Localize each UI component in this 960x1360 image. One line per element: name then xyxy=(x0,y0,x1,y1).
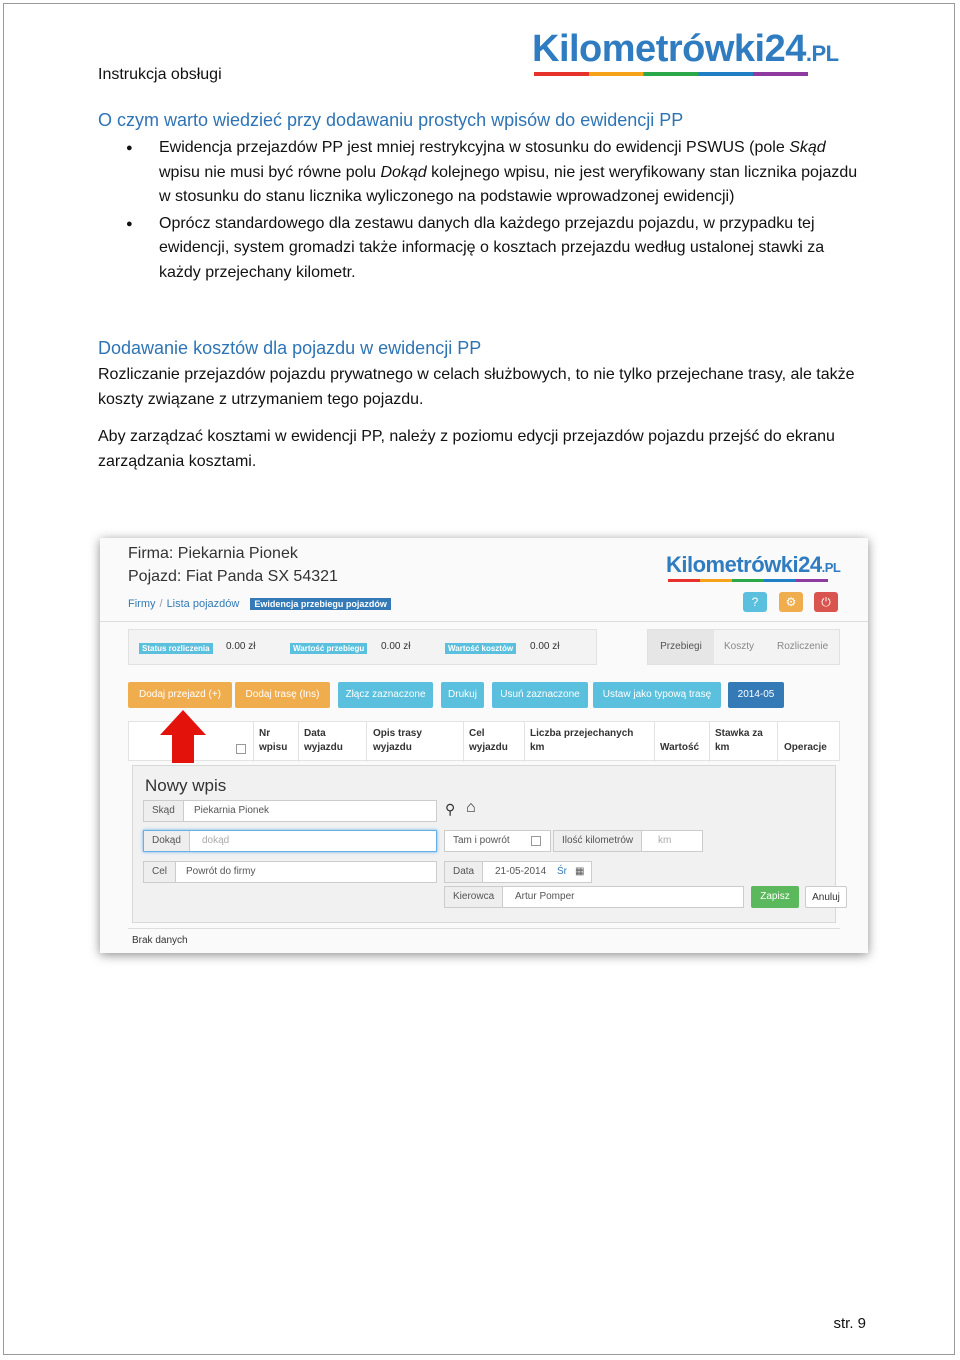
breadcrumb-current: Ewidencja przebiegu pojazdów xyxy=(250,598,391,610)
red-arrow-head xyxy=(160,710,206,735)
app-logo-number: 24 xyxy=(798,552,822,577)
new-entry-form xyxy=(132,765,840,923)
goal-label: Cel xyxy=(144,862,176,882)
add-trip-button[interactable]: Dodaj przejazd (+) xyxy=(128,682,232,708)
column-goal: Cel wyjazdu xyxy=(469,728,508,753)
bullet-1-field-dokad: Dokąd xyxy=(380,163,427,181)
to-field[interactable] xyxy=(143,830,437,852)
vehicle-name: Pojazd: Fiat Panda SX 54321 xyxy=(128,568,338,585)
tabs xyxy=(647,629,840,665)
column-route: Opis trasy wyjazdu xyxy=(373,728,422,753)
set-typical-route-button[interactable]: Ustaw jako typową trasę xyxy=(593,682,721,708)
status-costs-label: Wartość kosztów xyxy=(445,643,516,654)
status-bar xyxy=(128,629,597,665)
goal-value: Powrót do firmy xyxy=(186,866,256,877)
app-logo-main: Kilometrówki xyxy=(666,552,799,577)
column-operations: Operacje xyxy=(784,742,827,753)
add-route-button[interactable]: Dodaj trasę (Ins) xyxy=(235,682,330,708)
bullet-1-text-a: Ewidencja przejazdów PP jest mniej restrykcyjna w stosunku do ewidencji PSWUS (pole xyxy=(159,139,790,156)
column-nr: Nr wpisu xyxy=(259,728,288,753)
weekday-value: Śr xyxy=(557,866,567,877)
map-marker-icon[interactable]: ⚲ xyxy=(445,801,456,817)
status-settlement-value: 0.00 zł xyxy=(226,641,256,652)
cancel-button[interactable]: Anuluj xyxy=(805,886,847,908)
date-label: Data xyxy=(445,862,483,882)
logo-color-bar xyxy=(534,72,808,76)
tab-koszty[interactable]: Koszty xyxy=(724,641,755,652)
km-label: Ilość kilometrów xyxy=(554,831,642,851)
bullet-1-field-skad: Skąd xyxy=(789,139,826,156)
status-settlement-label: Status rozliczenia xyxy=(139,643,213,654)
to-placeholder: dokąd xyxy=(202,835,230,846)
bullet-item-2: ● Oprócz standardowego dla zestawu danych dla każdego przejazdu pojazdu, w przypadku tej ewidencji, system gromadzi także informację o kosztach przejazdu według ustalonej stawki za każdy przejechany kilometr. xyxy=(98,212,868,286)
logo xyxy=(532,28,839,71)
status-mileage-value: 0.00 zł xyxy=(381,641,411,652)
bullet-item-1 xyxy=(98,136,868,210)
month-button[interactable]: 2014-05 xyxy=(728,682,784,708)
bullet-list xyxy=(98,136,868,287)
from-value: Piekarnia Pionek xyxy=(194,805,270,816)
driver-value: Artur Pomper xyxy=(515,891,575,902)
paragraph-1: Rozliczanie przejazdów pojazdu prywatnego w celach służbowych, to nie tylko przejechane trasy, ale także koszty związane z utrzymaniem tego pojazdu. xyxy=(98,366,855,408)
calendar-icon[interactable]: ▦ xyxy=(575,866,585,877)
document-header-label: Instrukcja obsługi xyxy=(98,66,222,83)
select-all-checkbox[interactable] xyxy=(236,744,246,754)
column-value: Wartość xyxy=(660,742,700,753)
status-mileage-label: Wartość przebiegu xyxy=(290,643,367,654)
bullet-1-text-c: wpisu nie musi być równe polu xyxy=(159,163,381,181)
section-title-2: Dodawanie kosztów dla pojazdu w ewidencji PP xyxy=(98,338,482,358)
table-header xyxy=(128,721,840,761)
app-logo-color-bar xyxy=(668,579,828,582)
help-icon[interactable]: ? xyxy=(743,592,767,612)
page-number: str. 9 xyxy=(833,1315,866,1332)
roundtrip-field[interactable] xyxy=(444,830,551,852)
tab-przebiegi[interactable]: Przebiegi xyxy=(648,630,714,664)
logo-number: 24 xyxy=(764,28,806,70)
km-placeholder: km xyxy=(658,835,672,846)
empty-table-message: Brak danych xyxy=(132,935,188,946)
status-costs-value: 0.00 zł xyxy=(530,641,560,652)
logo-main: Kilometrówki xyxy=(532,28,765,70)
tab-rozliczenie[interactable]: Rozliczenie xyxy=(777,641,829,652)
print-button[interactable]: Drukuj xyxy=(441,682,484,708)
breadcrumb: Firmy / Lista pojazdów Ewidencja przebiegu pojazdów xyxy=(128,598,391,610)
logo-suffix: .PL xyxy=(805,41,839,66)
goal-field[interactable] xyxy=(143,861,437,883)
date-value: 21-05-2014 xyxy=(495,866,547,877)
header-divider xyxy=(100,621,868,622)
breadcrumb-vehicles[interactable]: Lista pojazdów xyxy=(166,598,240,610)
date-field[interactable] xyxy=(444,861,592,883)
app-screenshot xyxy=(100,538,868,953)
app-logo xyxy=(666,552,840,578)
driver-field[interactable] xyxy=(444,886,744,908)
to-label: Dokąd xyxy=(144,831,190,851)
paragraph-2: Aby zarządzać kosztami w ewidencji PP, należy z poziomu edycji przejazdów pojazdu przejść do ekranu zarządzania kosztami. xyxy=(98,428,835,470)
home-icon[interactable]: ⌂ xyxy=(466,799,476,816)
form-title: Nowy wpis xyxy=(145,776,227,795)
column-rate: Stawka za km xyxy=(715,728,763,753)
bullet-1-text-e: kolejnego wpisu, nie jest weryfikowany stan licznika pojazdu w stosunku do stanu licznika wyliczonego na podstawie wprowadzonej ewidencji) xyxy=(159,163,858,205)
from-field[interactable] xyxy=(143,800,437,822)
roundtrip-checkbox[interactable] xyxy=(531,836,541,846)
from-label: Skąd xyxy=(144,801,184,821)
section-title-1: O czym warto wiedzieć przy dodawaniu prostych wpisów do ewidencji PP xyxy=(98,110,684,130)
table-bottom-rule xyxy=(128,928,840,929)
driver-label: Kierowca xyxy=(445,887,503,907)
app-logo-suffix: .PL xyxy=(821,560,841,575)
power-icon[interactable]: ⏻ xyxy=(814,592,838,612)
breadcrumb-firms[interactable]: Firmy xyxy=(128,598,156,610)
red-arrow-shaft xyxy=(172,733,194,763)
gear-icon[interactable]: ⚙ xyxy=(779,592,803,612)
roundtrip-label: Tam i powrót xyxy=(453,835,510,846)
firm-name: Firma: Piekarnia Pionek xyxy=(128,545,298,562)
save-button[interactable]: Zapisz xyxy=(751,886,799,908)
km-field[interactable] xyxy=(553,830,703,852)
column-date: Data wyjazdu xyxy=(304,728,343,753)
delete-selected-button[interactable]: Usuń zaznaczone xyxy=(492,682,588,708)
merge-selected-button[interactable]: Złącz zaznaczone xyxy=(338,682,433,708)
column-km: Liczba przejechanych km xyxy=(530,728,634,753)
